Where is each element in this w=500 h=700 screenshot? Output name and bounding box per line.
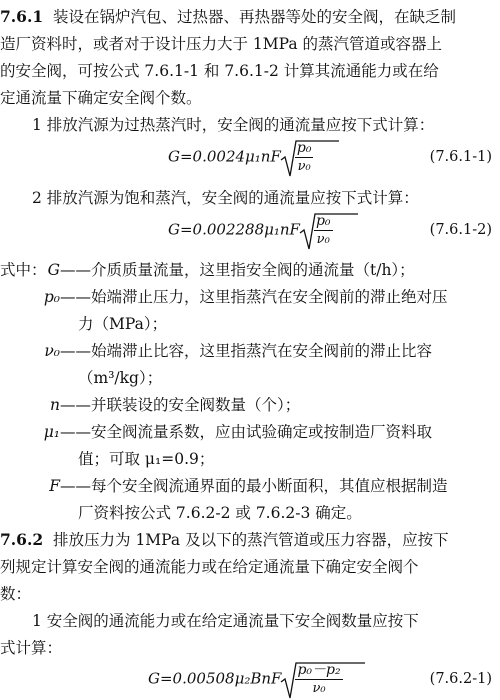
equation — [168, 140, 313, 175]
denominator: ν₀ — [312, 681, 326, 696]
equation — [168, 213, 333, 248]
definition-symbol: p₀ — [43, 288, 60, 306]
equation — [148, 662, 343, 697]
definition-symbol: μ₁ — [43, 423, 60, 441]
definition-continuation: 力（MPa）； — [78, 315, 168, 333]
sqrt-radical — [281, 140, 314, 175]
definition-row — [0, 421, 432, 443]
equation-lhs: G=0.00508μ₂BnF — [148, 669, 282, 688]
numerator: p₀ — [315, 213, 331, 229]
paragraph-line: 定通流量下确定安全阀个数。 — [0, 89, 202, 107]
paragraph-line: 数： — [0, 585, 32, 603]
equation-lhs: G=0.0024μ₁nF — [168, 147, 281, 166]
definition-row — [0, 340, 432, 362]
equation-number: (7.6.1-1) — [429, 149, 492, 165]
equation-number: (7.6.2-1) — [429, 671, 492, 687]
definition-symbol: ν₀ — [44, 342, 60, 360]
section-number: 7.6.2 — [0, 530, 44, 549]
definition-text: ——始端滞止压力，这里指蒸汽在安全阀前的滞止绝对压 — [60, 288, 448, 306]
definition-continuation: 值；可取 μ₁=0.9； — [78, 450, 215, 468]
paragraph-line: 式计算： — [0, 639, 63, 657]
numerator: p₀－p₂ — [297, 662, 341, 678]
definition-symbol: F — [49, 477, 60, 495]
text-span: 排放压力为 1MPa 及以下的蒸汽管道或压力容器，应按下 — [53, 531, 449, 549]
section-number: 7.6.1 — [0, 7, 44, 26]
sqrt-radical — [300, 213, 333, 248]
definition-row — [0, 475, 448, 497]
paragraph-line: 的安全阀，可按公式 7.6.1-1 和 7.6.1-2 计算其流通能力或在给 — [0, 62, 439, 80]
paragraph-line: 列规定计算安全阀的通流能力或在给定通流量下确定安全阀个 — [0, 558, 419, 576]
definition-continuation: 厂资料按公式 7.6.2-2 或 7.6.2-3 确定。 — [78, 504, 362, 522]
where-label: 式中： — [0, 261, 47, 279]
sqrt-radical — [281, 662, 342, 697]
paragraph-line — [0, 529, 449, 551]
definition-continuation: （m³/kg）； — [78, 369, 163, 387]
definition-text: ——安全阀流量系数，应由试验确定或按制造厂资料取 — [60, 423, 433, 441]
definition-symbol: G — [47, 261, 60, 279]
list-item: 1 排放汽源为过热蒸汽时，安全阀的通流量应按下式计算： — [32, 116, 435, 134]
definition-text: ——始端滞止比容，这里指蒸汽在安全阀前的滞止比容 — [60, 342, 433, 360]
equation-number: (7.6.1-2) — [429, 222, 492, 238]
definition-row — [0, 259, 415, 281]
denominator: ν₀ — [316, 232, 330, 247]
paragraph-line — [0, 6, 456, 28]
definition-text: ——并联装设的安全阀数量（个）； — [60, 396, 301, 414]
definition-row — [0, 286, 448, 308]
list-item: 2 排放汽源为饱和蒸汽，安全阀的通流量应按下式计算： — [32, 189, 419, 207]
list-item: 1 安全阀的通流能力或在给定通流量下安全阀数量应按下 — [32, 612, 419, 630]
definition-text: ——介质质量流量，这里指安全阀的通流量（t/h）； — [60, 261, 415, 279]
equation-lhs: G=0.002288μ₁nF — [168, 220, 300, 239]
definition-row — [0, 394, 300, 416]
definition-symbol: n — [50, 396, 60, 414]
denominator: ν₀ — [297, 159, 311, 174]
paragraph-line: 造厂资料时，或者对于设计压力大于 1MPa 的蒸汽管道或容器上 — [0, 35, 443, 53]
text-span: 装设在锅炉汽包、过热器、再热器等处的安全阀，在缺乏制 — [53, 8, 457, 26]
numerator: p₀ — [296, 140, 312, 156]
definition-text: ——每个安全阀流通界面的最小断面积，其值应根据制造 — [60, 477, 448, 495]
